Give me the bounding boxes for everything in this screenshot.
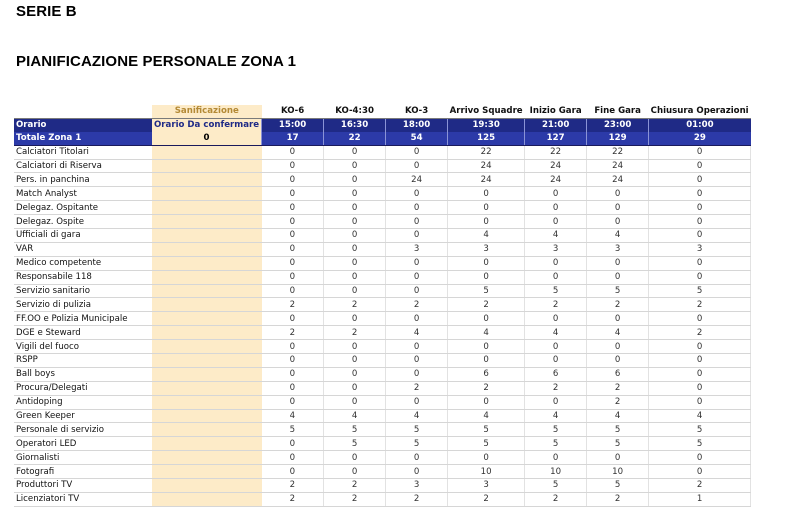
row-value: 0: [649, 173, 751, 187]
row-value: 0: [448, 354, 525, 368]
row-value: 24: [587, 159, 649, 173]
row-sanificazione-cell: [152, 367, 262, 381]
orario-time: 18:00: [386, 118, 448, 131]
row-value: 0: [386, 270, 448, 284]
row-value: 4: [649, 409, 751, 423]
row-value: 0: [448, 312, 525, 326]
row-label: Fotografi: [14, 465, 152, 479]
row-value: 0: [649, 201, 751, 215]
table-row: [14, 479, 751, 493]
row-value: 0: [649, 270, 751, 284]
row-value: 0: [649, 340, 751, 354]
row-label: Servizio di pulizia: [14, 298, 152, 312]
row-value: 0: [525, 215, 587, 229]
header-column: Fine Gara: [587, 105, 649, 118]
row-value: 0: [525, 340, 587, 354]
table-row: [14, 159, 751, 173]
row-value: 0: [448, 187, 525, 201]
row-value: 2: [448, 381, 525, 395]
row-value: 0: [324, 270, 386, 284]
row-sanificazione-cell: [152, 326, 262, 340]
row-value: 10: [525, 465, 587, 479]
row-value: 5: [262, 423, 324, 437]
row-value: 0: [649, 354, 751, 368]
row-value: 0: [386, 395, 448, 409]
row-value: 2: [525, 381, 587, 395]
row-value: 2: [262, 492, 324, 506]
row-value: 0: [587, 201, 649, 215]
row-value: 0: [262, 256, 324, 270]
row-value: 0: [386, 215, 448, 229]
row-value: 3: [448, 479, 525, 493]
row-value: 0: [262, 187, 324, 201]
row-value: 4: [587, 229, 649, 243]
row-value: 0: [587, 340, 649, 354]
row-label: Ufficiali di gara: [14, 229, 152, 243]
row-value: 3: [448, 242, 525, 256]
table-row: [14, 437, 751, 451]
row-value: 0: [324, 354, 386, 368]
header-column: Arrivo Squadre: [449, 106, 523, 117]
row-value: 4: [448, 326, 525, 340]
row-value: 5: [525, 479, 587, 493]
header-column: KO-6: [262, 105, 324, 118]
row-value: 0: [386, 284, 448, 298]
row-value: 5: [649, 284, 751, 298]
row-value: 0: [649, 465, 751, 479]
orario-time: 01:00: [649, 118, 751, 131]
row-value: 6: [448, 367, 525, 381]
column-header-row: [14, 105, 751, 118]
row-value: 0: [587, 451, 649, 465]
row-value: 0: [448, 395, 525, 409]
row-value: 0: [448, 201, 525, 215]
row-sanificazione-cell: [152, 284, 262, 298]
table-row: [14, 465, 751, 479]
row-value: 5: [525, 437, 587, 451]
row-value: 22: [448, 145, 525, 159]
row-value: 0: [649, 215, 751, 229]
totale-value: 54: [386, 132, 448, 145]
orario-time: 23:00: [587, 118, 649, 131]
row-sanificazione-cell: [152, 451, 262, 465]
row-label: Pers. in panchina: [14, 173, 152, 187]
row-value: 0: [324, 451, 386, 465]
row-value: 2: [262, 479, 324, 493]
row-value: 0: [386, 159, 448, 173]
row-label: Delegaz. Ospite: [14, 215, 152, 229]
row-value: 0: [324, 201, 386, 215]
row-label: Match Analyst: [14, 187, 152, 201]
table-row: [14, 201, 751, 215]
row-value: 0: [324, 159, 386, 173]
row-label: RSPP: [14, 354, 152, 368]
row-label: Calciatori Titolari: [14, 145, 152, 159]
row-value: 0: [386, 367, 448, 381]
row-value: 6: [525, 367, 587, 381]
row-value: 0: [262, 145, 324, 159]
row-sanificazione-cell: [152, 201, 262, 215]
table-row: [14, 145, 751, 159]
row-value: 0: [262, 312, 324, 326]
row-sanificazione-cell: [152, 381, 262, 395]
row-value: 0: [448, 270, 525, 284]
row-value: 2: [262, 298, 324, 312]
row-sanificazione-cell: [152, 437, 262, 451]
row-value: 0: [262, 270, 324, 284]
row-value: 0: [386, 187, 448, 201]
row-value: 5: [587, 284, 649, 298]
row-value: 0: [262, 284, 324, 298]
table-row: [14, 409, 751, 423]
row-value: 0: [324, 256, 386, 270]
row-sanificazione-cell: [152, 173, 262, 187]
row-value: 5: [525, 423, 587, 437]
orario-time: 15:00: [262, 118, 324, 131]
row-value: 3: [525, 242, 587, 256]
row-sanificazione-cell: [152, 298, 262, 312]
totale-value: 22: [324, 132, 386, 145]
row-value: 0: [649, 159, 751, 173]
row-label: Personale di servizio: [14, 423, 152, 437]
row-value: 0: [525, 201, 587, 215]
row-value: 24: [525, 159, 587, 173]
row-value: 0: [448, 256, 525, 270]
row-label: DGE e Steward: [14, 326, 152, 340]
row-value: 4: [262, 409, 324, 423]
row-value: 10: [448, 465, 525, 479]
row-value: 4: [525, 326, 587, 340]
table-row: [14, 229, 751, 243]
header-blank-cell: [14, 105, 152, 118]
row-value: 2: [448, 492, 525, 506]
table-row: [14, 395, 751, 409]
row-value: 24: [525, 173, 587, 187]
row-value: 2: [649, 326, 751, 340]
row-sanificazione-cell: [152, 312, 262, 326]
row-value: 0: [324, 340, 386, 354]
table-row: [14, 215, 751, 229]
row-value: 4: [448, 409, 525, 423]
row-value: 1: [649, 492, 751, 506]
row-value: 5: [324, 423, 386, 437]
row-value: 0: [525, 312, 587, 326]
row-value: 2: [386, 492, 448, 506]
totale-value: 17: [262, 132, 324, 145]
totale-label: Totale Zona 1: [14, 132, 152, 145]
row-value: 5: [587, 437, 649, 451]
row-value: 4: [386, 326, 448, 340]
row-value: 5: [386, 437, 448, 451]
row-value: 0: [649, 145, 751, 159]
table-row: [14, 451, 751, 465]
header-sanificazione: Sanificazione: [152, 105, 262, 118]
table-row: [14, 492, 751, 506]
totale-value: 29: [649, 132, 751, 145]
row-value: 0: [386, 465, 448, 479]
row-value: 2: [587, 298, 649, 312]
orario-label: Orario: [14, 118, 152, 131]
row-value: 0: [262, 242, 324, 256]
row-label: Ball boys: [14, 367, 152, 381]
row-value: 0: [324, 284, 386, 298]
row-label: Responsabile 118: [14, 270, 152, 284]
row-label: Produttori TV: [14, 479, 152, 493]
row-value: 0: [649, 395, 751, 409]
row-value: 0: [324, 242, 386, 256]
serie-heading: SERIE B: [16, 3, 77, 20]
row-value: 0: [649, 367, 751, 381]
row-value: 0: [448, 215, 525, 229]
row-sanificazione-cell: [152, 256, 262, 270]
row-value: 0: [386, 451, 448, 465]
row-value: 0: [262, 215, 324, 229]
row-value: 0: [525, 354, 587, 368]
orario-time: 16:30: [324, 118, 386, 131]
row-value: 4: [324, 409, 386, 423]
row-value: 0: [525, 256, 587, 270]
row-value: 0: [386, 229, 448, 243]
row-value: 5: [649, 437, 751, 451]
row-value: 2: [525, 298, 587, 312]
row-value: 2: [525, 492, 587, 506]
table-row: [14, 298, 751, 312]
row-value: 0: [525, 451, 587, 465]
row-value: 3: [386, 479, 448, 493]
row-value: 5: [448, 437, 525, 451]
row-value: 4: [448, 229, 525, 243]
row-value: 0: [262, 367, 324, 381]
row-value: 0: [587, 270, 649, 284]
row-value: 0: [324, 312, 386, 326]
row-label: Calciatori di Riserva: [14, 159, 152, 173]
row-value: 22: [525, 145, 587, 159]
orario-sanificazione: Orario Da confermare: [152, 118, 262, 131]
row-value: 0: [587, 312, 649, 326]
row-value: 0: [448, 451, 525, 465]
page-title: PIANIFICAZIONE PERSONALE ZONA 1: [16, 53, 297, 70]
row-sanificazione-cell: [152, 409, 262, 423]
row-value: 2: [386, 381, 448, 395]
row-sanificazione-cell: [152, 229, 262, 243]
row-value: 2: [262, 326, 324, 340]
table-row: [14, 173, 751, 187]
row-value: 4: [587, 409, 649, 423]
orario-time: 21:00: [525, 118, 587, 131]
table-row: [14, 242, 751, 256]
row-sanificazione-cell: [152, 215, 262, 229]
table-row: [14, 423, 751, 437]
row-value: 10: [587, 465, 649, 479]
row-value: 5: [587, 423, 649, 437]
row-value: 0: [324, 187, 386, 201]
row-value: 0: [262, 229, 324, 243]
row-value: 2: [324, 298, 386, 312]
row-label: Antidoping: [14, 395, 152, 409]
row-label: Licenziatori TV: [14, 492, 152, 506]
row-value: 0: [262, 354, 324, 368]
row-value: 0: [324, 381, 386, 395]
header-column: KO-4:30: [324, 105, 386, 118]
staff-planning-table: [14, 105, 751, 507]
row-value: 24: [448, 159, 525, 173]
row-value: 24: [587, 173, 649, 187]
row-label: VAR: [14, 242, 152, 256]
totale-value: 129: [587, 132, 649, 145]
header-column: Inizio Gara: [525, 105, 587, 118]
row-label: Medico competente: [14, 256, 152, 270]
row-value: 2: [448, 298, 525, 312]
row-value: 0: [649, 381, 751, 395]
row-value: 2: [587, 492, 649, 506]
row-value: 5: [448, 423, 525, 437]
row-sanificazione-cell: [152, 340, 262, 354]
row-sanificazione-cell: [152, 479, 262, 493]
row-value: 2: [649, 298, 751, 312]
row-value: 5: [386, 423, 448, 437]
row-value: 24: [448, 173, 525, 187]
table-row: [14, 284, 751, 298]
row-label: FF.OO e Polizia Municipale: [14, 312, 152, 326]
row-value: 2: [386, 298, 448, 312]
row-label: Green Keeper: [14, 409, 152, 423]
row-sanificazione-cell: [152, 465, 262, 479]
row-value: 0: [262, 159, 324, 173]
row-value: 4: [525, 229, 587, 243]
row-label: Procura/Delegati: [14, 381, 152, 395]
row-value: 0: [649, 229, 751, 243]
row-label: Servizio sanitario: [14, 284, 152, 298]
row-value: 0: [262, 465, 324, 479]
row-value: 0: [324, 367, 386, 381]
row-sanificazione-cell: [152, 395, 262, 409]
header-column: Chiusura Operazioni: [650, 106, 749, 117]
row-value: 0: [262, 173, 324, 187]
row-sanificazione-cell: [152, 423, 262, 437]
row-value: 0: [525, 187, 587, 201]
row-value: 0: [324, 173, 386, 187]
row-value: 0: [262, 201, 324, 215]
row-value: 0: [262, 451, 324, 465]
row-value: 0: [448, 340, 525, 354]
row-value: 0: [649, 451, 751, 465]
row-sanificazione-cell: [152, 242, 262, 256]
row-value: 2: [587, 381, 649, 395]
row-value: 0: [649, 256, 751, 270]
row-value: 0: [525, 270, 587, 284]
row-value: 2: [324, 326, 386, 340]
row-sanificazione-cell: [152, 354, 262, 368]
row-value: 0: [386, 312, 448, 326]
row-value: 0: [386, 354, 448, 368]
row-value: 4: [587, 326, 649, 340]
row-sanificazione-cell: [152, 270, 262, 284]
row-label: Vigili del fuoco: [14, 340, 152, 354]
row-value: 0: [324, 215, 386, 229]
row-value: 5: [525, 284, 587, 298]
row-value: 0: [324, 465, 386, 479]
table-row: [14, 270, 751, 284]
table-row: [14, 354, 751, 368]
row-value: 3: [649, 242, 751, 256]
totale-value: 127: [525, 132, 587, 145]
row-label: Delegaz. Ospitante: [14, 201, 152, 215]
row-value: 2: [324, 492, 386, 506]
row-value: 0: [587, 215, 649, 229]
totale-value: 125: [448, 132, 525, 145]
row-sanificazione-cell: [152, 159, 262, 173]
row-value: 2: [324, 479, 386, 493]
table-row: [14, 187, 751, 201]
row-value: 4: [525, 409, 587, 423]
row-value: 0: [386, 340, 448, 354]
row-value: 0: [587, 256, 649, 270]
table-row: [14, 340, 751, 354]
table-row: [14, 256, 751, 270]
row-sanificazione-cell: [152, 492, 262, 506]
totale-row: [14, 132, 751, 145]
row-value: 22: [587, 145, 649, 159]
row-value: 2: [649, 479, 751, 493]
row-value: 3: [587, 242, 649, 256]
row-value: 24: [386, 173, 448, 187]
row-value: 0: [386, 256, 448, 270]
row-value: 0: [324, 145, 386, 159]
row-sanificazione-cell: [152, 187, 262, 201]
row-value: 0: [525, 395, 587, 409]
row-value: 0: [262, 395, 324, 409]
row-value: 0: [262, 381, 324, 395]
row-value: 5: [587, 479, 649, 493]
table-row: [14, 312, 751, 326]
row-value: 0: [262, 340, 324, 354]
row-sanificazione-cell: [152, 145, 262, 159]
row-value: 0: [649, 187, 751, 201]
orario-time: 19:30: [448, 118, 525, 131]
row-label: Giornalisti: [14, 451, 152, 465]
row-value: 0: [324, 229, 386, 243]
row-value: 0: [324, 395, 386, 409]
table-row: [14, 381, 751, 395]
row-value: 2: [587, 395, 649, 409]
row-value: 3: [386, 242, 448, 256]
row-value: 5: [448, 284, 525, 298]
row-value: 0: [587, 354, 649, 368]
table-row: [14, 367, 751, 381]
table-row: [14, 326, 751, 340]
row-value: 0: [386, 201, 448, 215]
row-value: 5: [324, 437, 386, 451]
row-value: 4: [386, 409, 448, 423]
row-value: 0: [386, 145, 448, 159]
row-value: 6: [587, 367, 649, 381]
row-label: Operatori LED: [14, 437, 152, 451]
header-column: KO-3: [386, 105, 448, 118]
row-value: 5: [649, 423, 751, 437]
row-value: 0: [262, 437, 324, 451]
orario-row: [14, 118, 751, 131]
row-value: 0: [649, 312, 751, 326]
totale-sanificazione: 0: [152, 132, 262, 145]
row-value: 0: [587, 187, 649, 201]
